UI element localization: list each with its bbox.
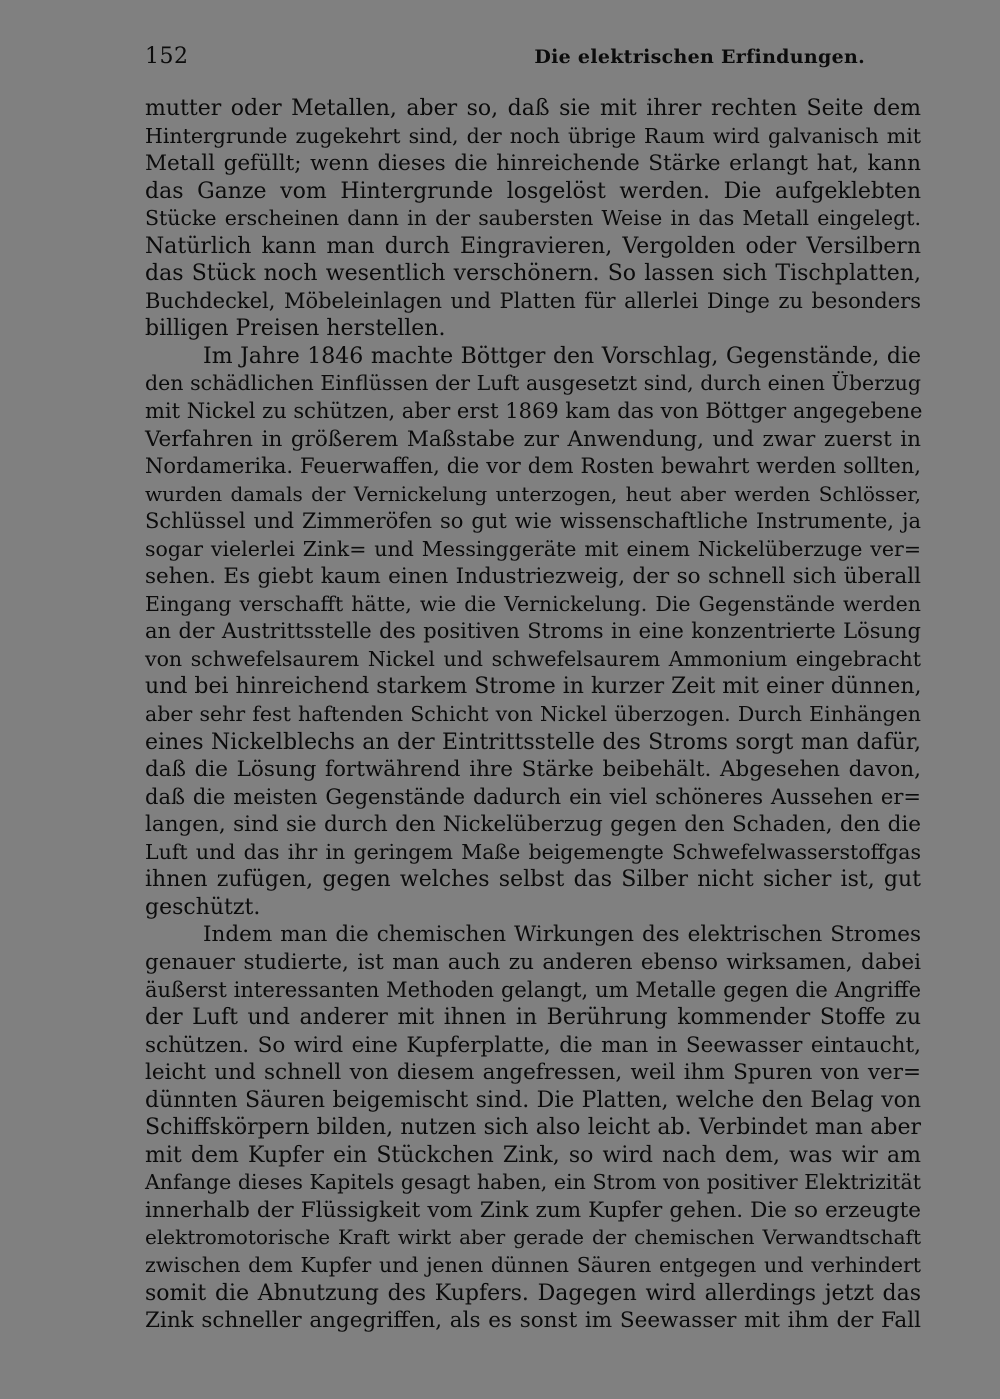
text-line: das Ganze vom Hintergrunde losgelöst werden. Die aufgeklebten: [145, 178, 921, 204]
text-line: eines Nickelblechs an der Eintrittsstelle des Stroms sorgt man dafür,: [145, 729, 921, 755]
text-line: elektromotorische Kraft wirkt aber gerade der chemischen Verwandtschaft: [145, 1225, 921, 1250]
text-line: ihnen zufügen, gegen welches selbst das Silber nicht sicher ist, gut: [145, 867, 921, 893]
text-line: schützen. So wird eine Kupferplatte, die man in Seewasser eintaucht,: [145, 1032, 921, 1058]
text-line: der Luft und anderer mit ihnen in Berührung kommender Stoffe zu: [145, 1005, 921, 1031]
text-line: Luft und das ihr in geringem Maße beigemengte Schwefelwasserstoffgas: [145, 839, 921, 864]
text-line: sehen. Es giebt kaum einen Industriezweig, der so schnell sich überall: [145, 564, 921, 590]
text-line: Verfahren in größerem Maßstabe zur Anwendung, und zwar zuerst in: [145, 426, 921, 452]
text-line: geschützt.: [145, 894, 261, 920]
text-line: genauer studierte, ist man auch zu anderen ebenso wirksamen, dabei: [145, 949, 921, 975]
text-line: daß die meisten Gegenstände dadurch ein viel schöneres Aussehen er=: [145, 784, 921, 809]
text-line: Stücke erscheinen dann in der saubersten Weise in das Metall eingelegt.: [145, 206, 921, 231]
text-line: aber sehr fest haftenden Schicht von Nickel überzogen. Durch Einhängen: [145, 702, 921, 727]
page-header: [145, 42, 865, 76]
text-line: äußerst interessanten Methoden gelangt, um Metalle gegen die Angriffe: [145, 977, 921, 1002]
text-line: langen, sind sie durch den Nickelüberzug gegen den Schaden, den die: [145, 812, 921, 838]
text-line: wurden damals der Vernickelung unterzogen, heut aber werden Schlösser,: [145, 481, 921, 506]
text-line: mit dem Kupfer ein Stückchen Zink, so wird nach dem, was wir am: [145, 1142, 921, 1168]
text-line: sogar vielerlei Zink= und Messinggeräte mit einem Nickelüberzuge ver=: [145, 536, 921, 561]
text-line: Anfange dieses Kapitels gesagt haben, ein Strom von positiver Elektrizität: [145, 1170, 921, 1195]
text-line: an der Austrittsstelle des positiven Stroms in eine konzentrierte Lösung: [145, 619, 921, 644]
text-line: Eingang verschafft hätte, wie die Vernickelung. Die Gegenstände werden: [145, 591, 921, 616]
text-line: leicht und schnell von diesem angefressen, weil ihm Spuren von ver=: [145, 1060, 921, 1086]
text-line: Buchdeckel, Möbeleinlagen und Platten für allerlei Dinge zu besonders: [145, 288, 921, 313]
body-text: [145, 95, 921, 1335]
text-line: und bei hinreichend starkem Strome in kurzer Zeit mit einer dünnen,: [145, 674, 922, 700]
page-number: 152: [145, 44, 189, 69]
text-line: den schädlichen Einflüssen der Luft ausgesetzt sind, durch einen Überzug: [145, 371, 921, 396]
text-line: Im Jahre 1846 machte Böttger den Vorschlag, Gegenstände, die: [203, 343, 921, 369]
text-line: mutter oder Metallen, aber so, daß sie mit ihrer rechten Seite dem: [145, 96, 921, 121]
text-line: somit die Abnutzung des Kupfers. Dagegen wird allerdings jetzt das: [145, 1280, 921, 1306]
text-line: das Stück noch wesentlich verschönern. So lassen sich Tischplatten,: [145, 261, 921, 287]
text-line: billigen Preisen herstellen.: [145, 316, 446, 342]
text-line: Schiffskörpern bilden, nutzen sich also leicht ab. Verbindet man aber: [145, 1115, 921, 1141]
text-line: Nordamerika. Feuerwaffen, die vor dem Rosten bewahrt werden sollten,: [145, 454, 921, 479]
text-line: daß die Lösung fortwährend ihre Stärke beibehält. Abgesehen davon,: [145, 757, 921, 783]
text-line: Metall gefüllt; wenn dieses die hinreichende Stärke erlangt hat, kann: [145, 151, 921, 177]
text-line: zwischen dem Kupfer und jenen dünnen Säuren entgegen und verhindert: [145, 1252, 921, 1277]
running-head: Die elektrischen Erfindungen.: [534, 46, 865, 68]
text-line: mit Nickel zu schützen, aber erst 1869 kam das von Böttger angegebene: [145, 399, 923, 424]
text-line: Hintergrunde zugekehrt sind, der noch übrige Raum wird galvanisch mit: [145, 123, 921, 148]
text-line: dünnten Säuren beigemischt sind. Die Platten, welche den Belag von: [145, 1087, 921, 1113]
text-line: Zink schneller angegriffen, als es sonst im Seewasser mit ihm der Fall: [145, 1308, 921, 1334]
text-line: Schlüssel und Zimmeröfen so gut wie wissenschaftliche Instrumente, ja: [145, 509, 921, 534]
text-line: Natürlich kann man durch Eingravieren, Vergolden oder Versilbern: [145, 233, 921, 259]
text-line: innerhalb der Flüssigkeit vom Zink zum Kupfer gehen. Die so erzeugte: [145, 1197, 921, 1223]
text-line: Indem man die chemischen Wirkungen des elektrischen Stromes: [203, 922, 921, 948]
text-line: von schwefelsaurem Nickel und schwefelsaurem Ammonium eingebracht: [145, 646, 921, 671]
